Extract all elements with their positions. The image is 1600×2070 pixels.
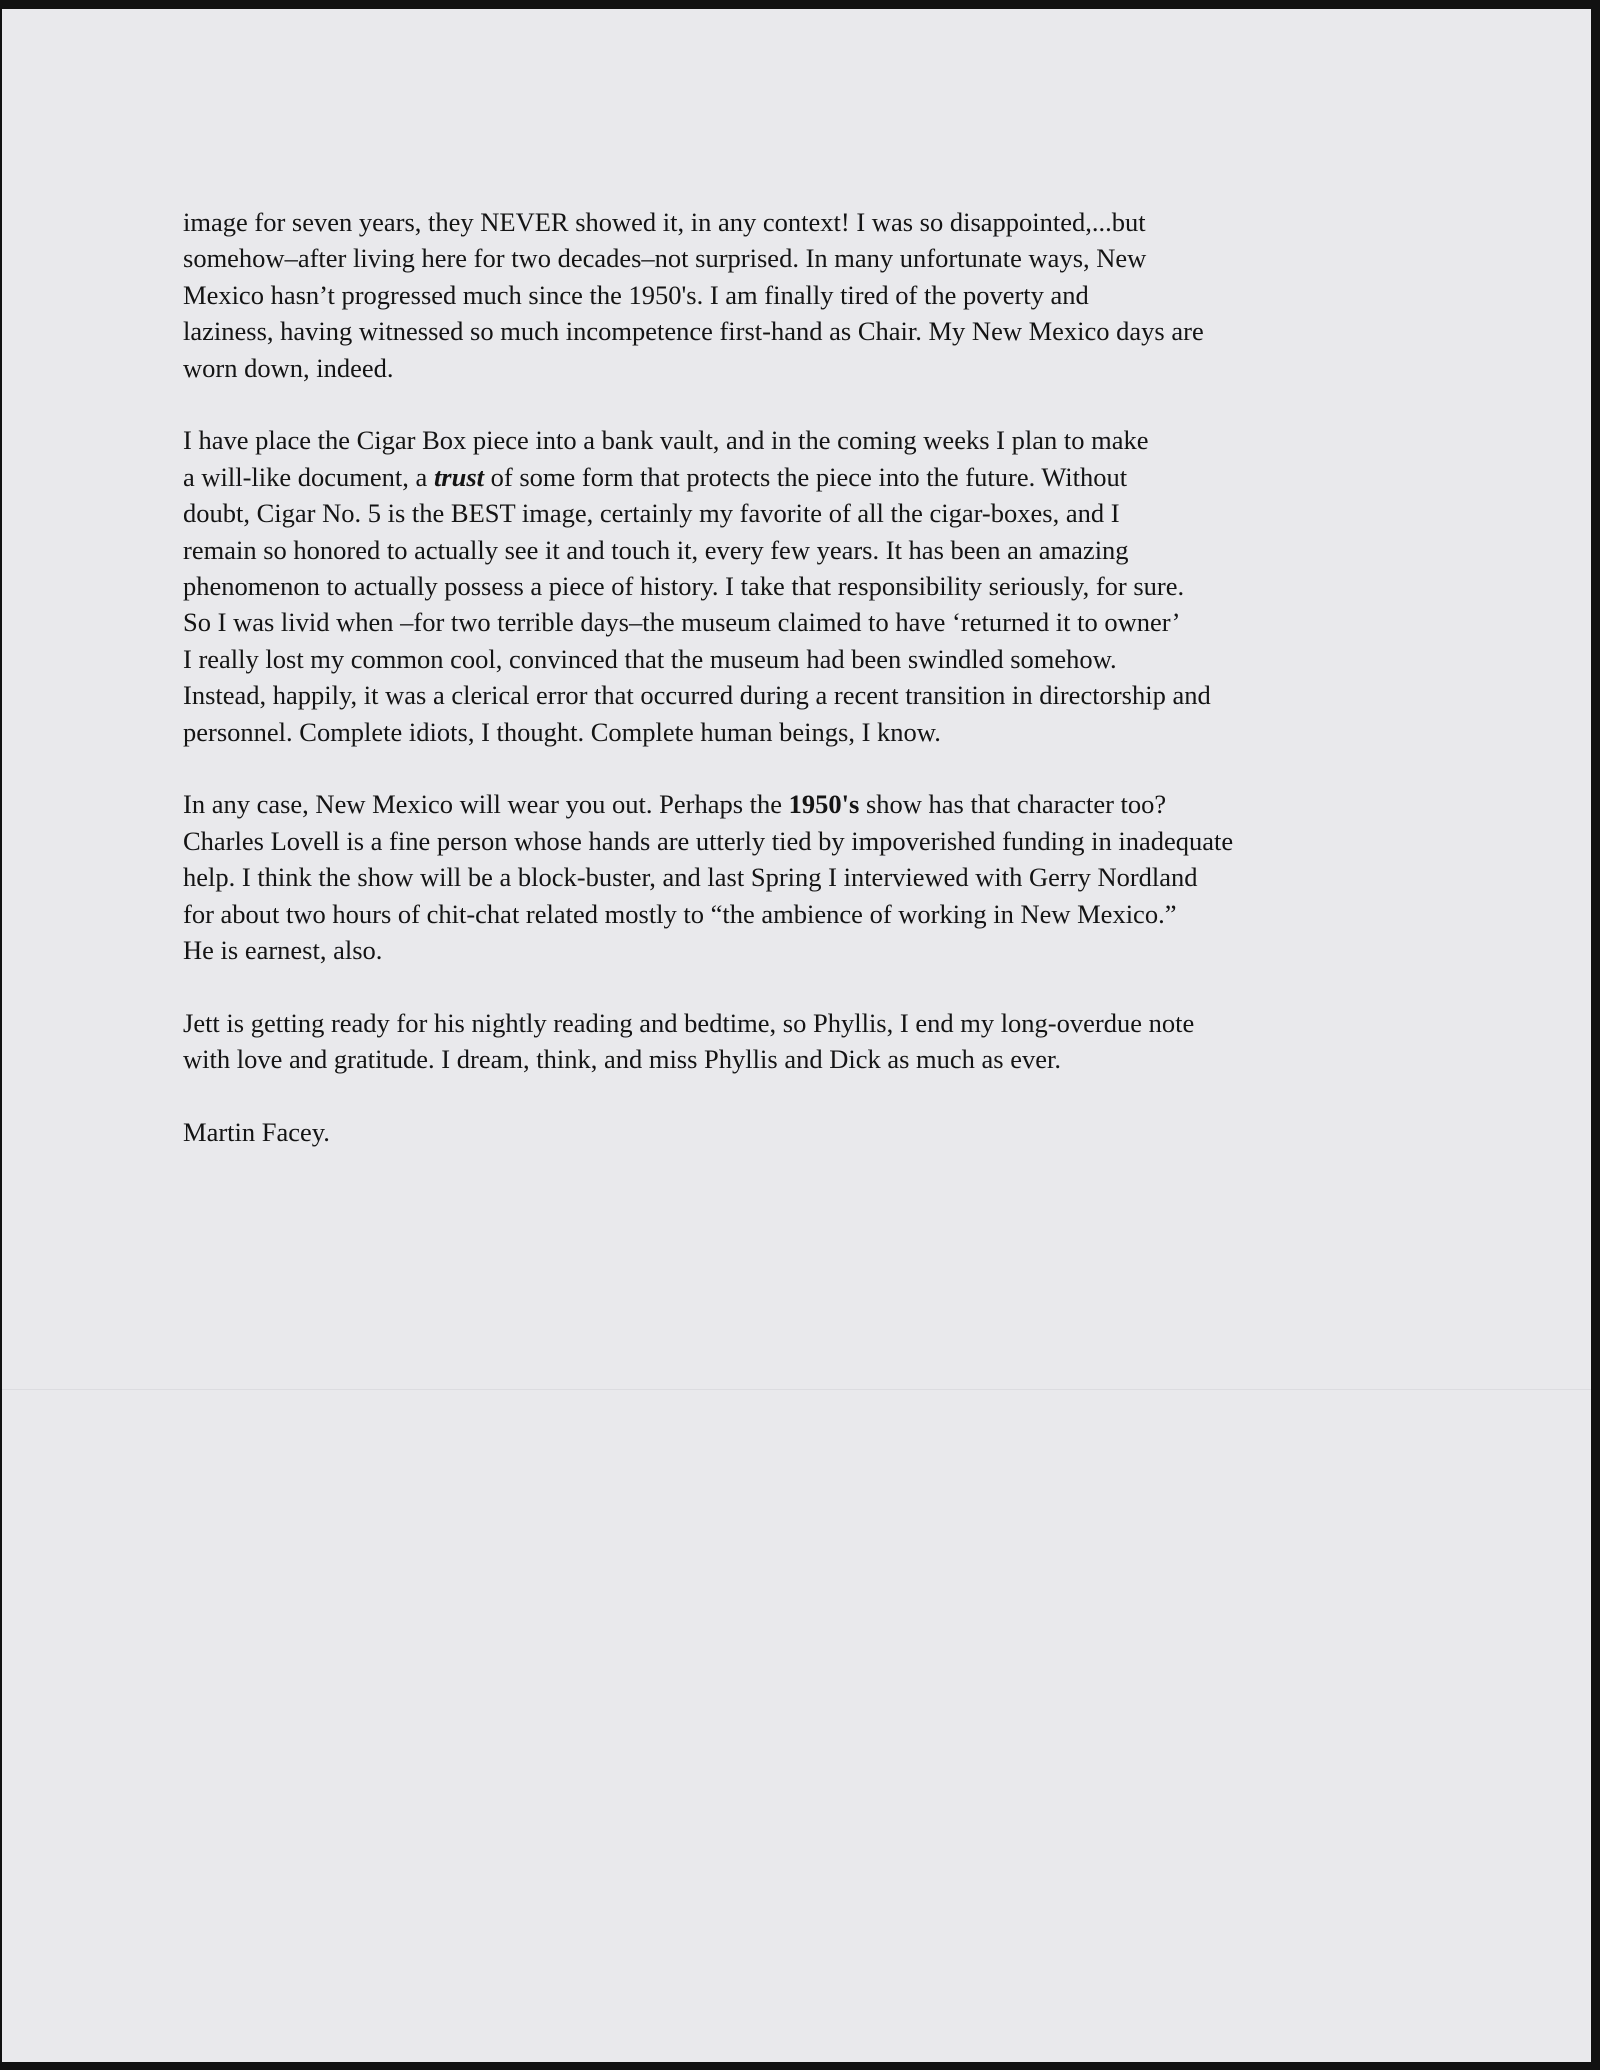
text-line: Jett is getting ready for his nightly reading and bedtime, so Phyllis, I end my long-overdue note [183,1007,1195,1038]
text-line: for about two hours of chit-chat related mostly to “the ambience of working in New Mexico.” [183,898,1177,929]
letter-page [2,9,1591,2062]
letter-body [183,204,1433,1151]
text-line: image for seven years, they NEVER showed it, in any context! I was so disappointed,...but [183,207,1146,237]
text-line: worn down, indeed. [183,352,394,383]
text-run: of some form that protects the piece into the future. Without [484,461,1128,492]
text-line: doubt, Cigar No. 5 is the BEST image, certainly my favorite of all the cigar-boxes, and I [183,498,1120,529]
text-line [183,786,1433,822]
text-line: help. I think the show will be a block-buster, and last Spring I interviewed with Gerry Nordland [183,862,1198,893]
text-line: He is earnest, also. [183,935,383,966]
paragraph-gap [183,386,1433,422]
paragraph-gap [183,969,1433,1005]
paper-fold-line [2,1389,1591,1390]
text-line: remain so honored to actually see it and touch it, every few years. It has been an amazing [183,534,1129,565]
paragraph-1 [183,204,1433,386]
text-line [183,459,1433,495]
text-line: I really lost my common cool, convinced that the museum had been swindled somehow. [183,643,1117,674]
text-line: phenomenon to actually possess a piece of history. I take that responsibility seriously, for sure. [183,571,1185,602]
text-run: show has that character too? [859,789,1167,820]
signature: Martin Facey. [183,1117,330,1148]
paragraph-2 [183,422,1433,750]
text-line: Charles Lovell is a fine person whose hands are utterly tied by impoverished funding in inadequate [183,825,1234,856]
text-line: with love and gratitude. I dream, think, and miss Phyllis and Dick as much as ever. [183,1044,1062,1075]
paragraph-gap [183,1078,1433,1114]
text-line: Mexico hasn’t progressed much since the 1950's. I am finally tired of the poverty and [183,279,1089,310]
text-line: personnel. Complete idiots, I thought. Complete human beings, I know. [183,716,941,747]
text-run: a will-like document, a [183,461,434,492]
text-line: somehow–after living here for two decades–not surprised. In many unfortunate ways, New [183,243,1147,274]
text-line: I have place the Cigar Box piece into a bank vault, and in the coming weeks I plan to make [183,425,1149,456]
text-run: In any case, New Mexico will wear you out. Perhaps the [183,789,789,820]
paragraph-4 [183,1005,1433,1078]
paragraph-3 [183,786,1433,968]
text-line: So I was livid when –for two terrible days–the museum claimed to have ‘returned it to owner’ [183,607,1181,638]
emphasized-word: trust [433,461,485,492]
paragraph-gap [183,750,1433,786]
text-line: laziness, having witnessed so much incompetence first-hand as Chair. My New Mexico days are [183,316,1204,347]
bold-word: 1950's [788,789,860,820]
text-line: Instead, happily, it was a clerical error that occurred during a recent transition in directorship and [183,680,1211,711]
